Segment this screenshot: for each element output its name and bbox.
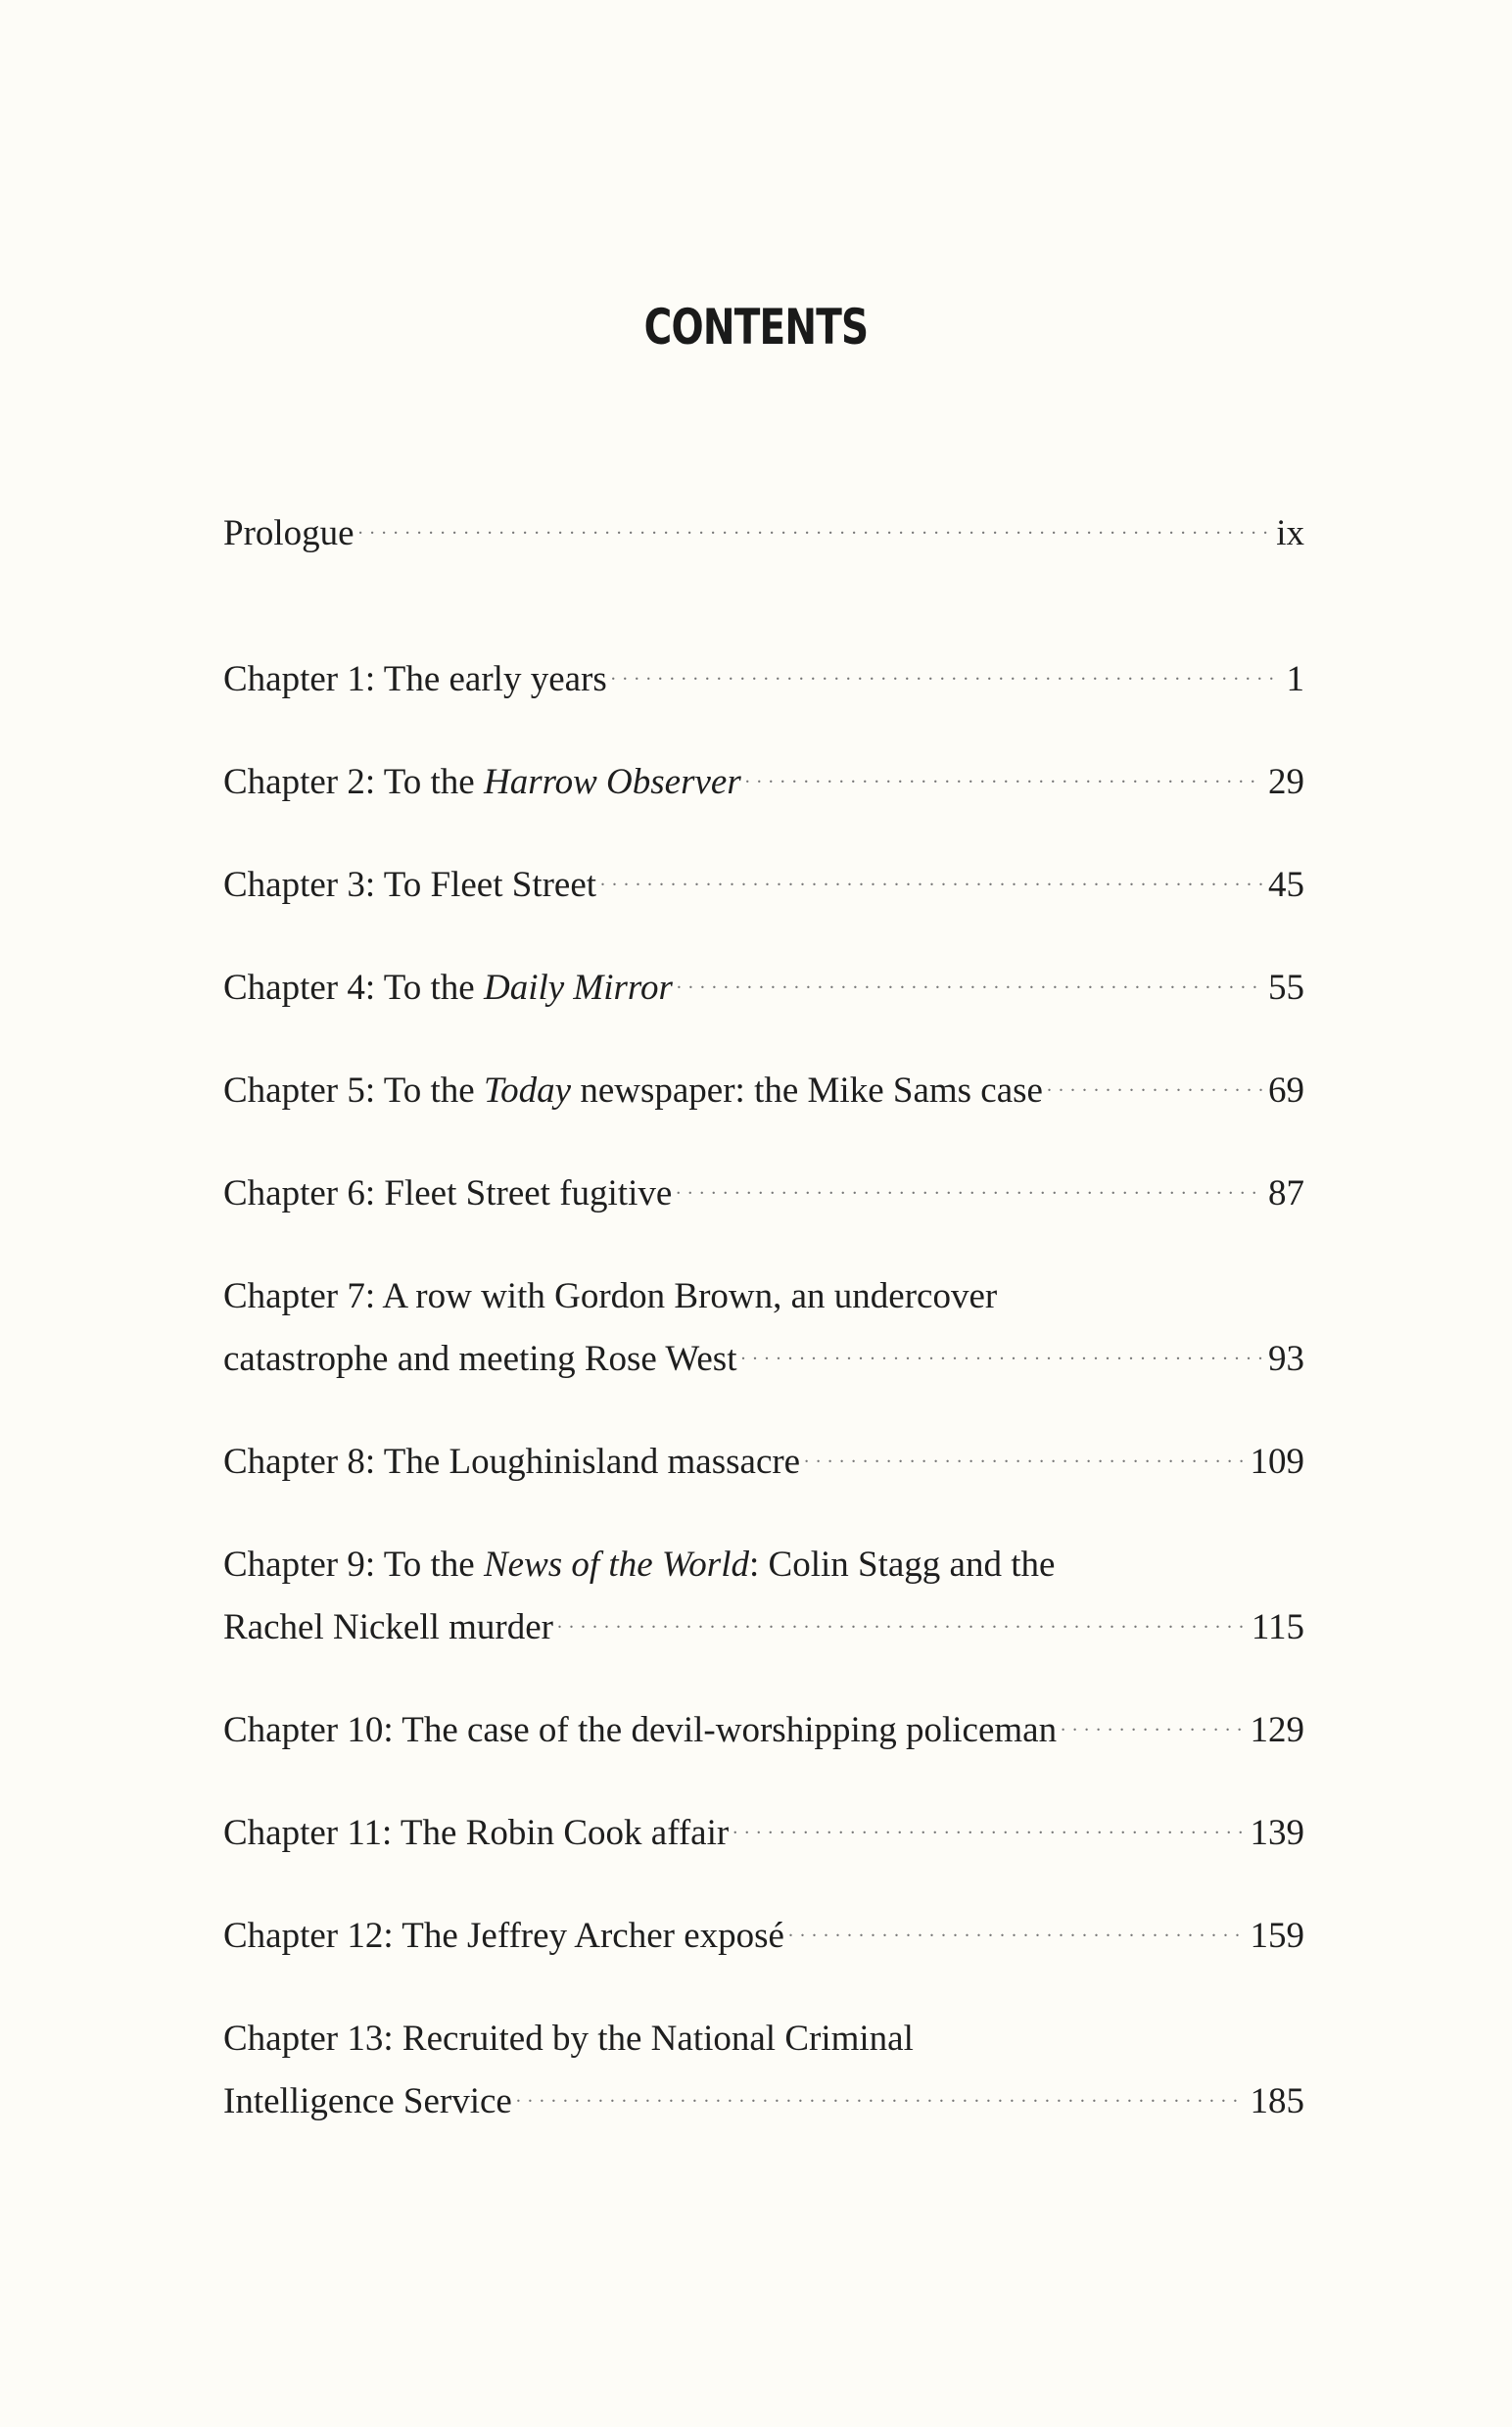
toc-entry-prologue[interactable] xyxy=(223,502,1304,565)
toc-entry-label: Chapter 5: To the Today newspaper: the Mike Sams case xyxy=(223,1071,1043,1111)
toc-entry-label: Chapter 4: To the Daily Mirror xyxy=(223,968,673,1008)
toc-entry-label: Chapter 2: To the Harrow Observer xyxy=(223,762,741,802)
toc-entry-chapter-7[interactable] xyxy=(223,1265,1304,1391)
toc-entry-chapter-10[interactable] xyxy=(223,1699,1304,1762)
dot-leader xyxy=(740,1352,1262,1391)
toc-entry-chapter-4[interactable] xyxy=(223,957,1304,1020)
toc-entry-label: Chapter 13: Recruited by the National Criminal xyxy=(223,2019,914,2059)
toc-entry-label: Prologue xyxy=(223,513,354,553)
dot-leader xyxy=(804,1454,1244,1494)
toc-entry-label-continued: catastrophe and meeting Rose West xyxy=(223,1339,737,1379)
toc-entry-label: Chapter 3: To Fleet Street xyxy=(223,865,597,905)
toc-entry-label: Chapter 8: The Loughinisland massacre xyxy=(223,1442,801,1482)
toc-entry-chapter-2[interactable] xyxy=(223,751,1304,814)
publication-title: News of the World xyxy=(483,1545,749,1585)
toc-page-number: 109 xyxy=(1250,1442,1304,1482)
toc-entry-label: Chapter 1: The early years xyxy=(223,659,607,699)
toc-entry-chapter-8[interactable] xyxy=(223,1431,1304,1494)
toc-entry-chapter-1[interactable] xyxy=(223,648,1304,711)
publication-title: Harrow Observer xyxy=(483,762,741,802)
toc-page-number: 1 xyxy=(1286,659,1304,699)
toc-entry-label-continued: Intelligence Service xyxy=(223,2081,512,2121)
toc-page-number: ix xyxy=(1276,513,1304,553)
toc-entry-chapter-3[interactable] xyxy=(223,854,1304,917)
dot-leader xyxy=(1061,1723,1244,1762)
toc-entry-chapter-6[interactable] xyxy=(223,1163,1304,1225)
dot-leader xyxy=(745,775,1262,814)
dot-leader xyxy=(611,672,1281,711)
toc-entry-label: Chapter 11: The Robin Cook affair xyxy=(223,1813,730,1853)
toc-page-number: 87 xyxy=(1268,1173,1304,1214)
dot-leader xyxy=(557,1620,1246,1659)
toc-entry-chapter-13[interactable] xyxy=(223,2008,1304,2133)
dot-leader xyxy=(1047,1083,1262,1122)
toc-page-number: 93 xyxy=(1268,1339,1304,1379)
toc-page-number: 139 xyxy=(1250,1813,1304,1853)
toc-page-number: 55 xyxy=(1268,968,1304,1008)
toc-entry-label: Chapter 9: To the News of the World: Colin Stagg and the xyxy=(223,1545,1056,1585)
toc-page-number: 115 xyxy=(1251,1607,1304,1647)
dot-leader xyxy=(676,1186,1262,1225)
toc-entry-label-continued: Rachel Nickell murder xyxy=(223,1607,553,1647)
page-title: CONTENTS xyxy=(643,299,869,356)
toc-page-number: 29 xyxy=(1268,762,1304,802)
toc-page-number: 159 xyxy=(1250,1916,1304,1956)
toc-entry-label: Chapter 10: The case of the devil-worshipping policeman xyxy=(223,1710,1058,1750)
dot-leader xyxy=(600,878,1262,917)
dot-leader xyxy=(788,1928,1245,1968)
publication-title: Today xyxy=(483,1071,572,1111)
dot-leader xyxy=(732,1826,1244,1865)
dot-leader xyxy=(677,980,1262,1020)
toc-entry-label: Chapter 6: Fleet Street fugitive xyxy=(223,1173,673,1214)
toc-page-number: 185 xyxy=(1250,2081,1304,2121)
toc-page-number: 69 xyxy=(1268,1071,1304,1111)
toc-page-number: 129 xyxy=(1250,1710,1304,1750)
dot-leader xyxy=(358,526,1271,565)
toc-entry-chapter-12[interactable] xyxy=(223,1905,1304,1968)
toc-entry-chapter-11[interactable] xyxy=(223,1802,1304,1865)
toc-entry-label: Chapter 12: The Jeffrey Archer exposé xyxy=(223,1916,784,1956)
toc-entry-chapter-9[interactable] xyxy=(223,1534,1304,1659)
toc-entry-chapter-5[interactable] xyxy=(223,1060,1304,1122)
dot-leader xyxy=(516,2094,1245,2133)
publication-title: Daily Mirror xyxy=(483,968,673,1008)
toc-entry-label: Chapter 7: A row with Gordon Brown, an undercover xyxy=(223,1276,998,1316)
toc-page-number: 45 xyxy=(1268,865,1304,905)
